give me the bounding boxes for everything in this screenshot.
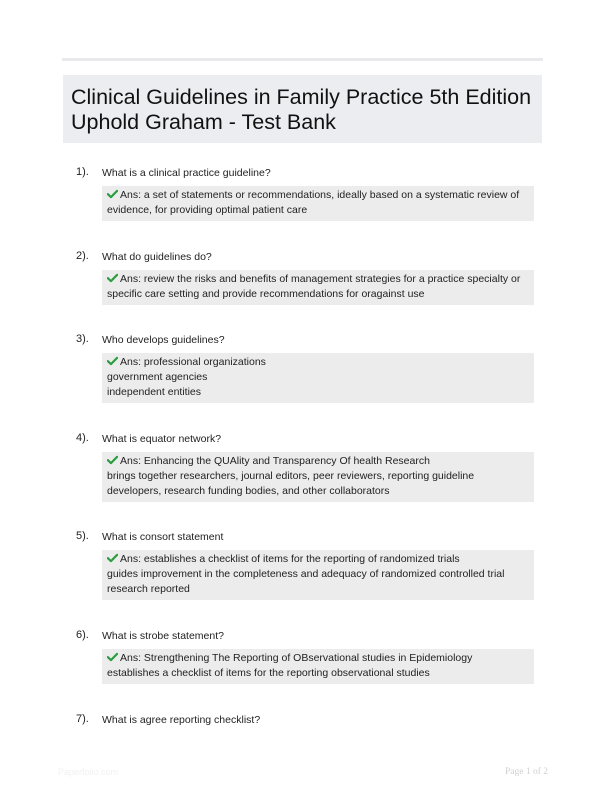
answer-text: establishes a checklist of items for the reporting observational studies [107,667,430,679]
answer-text: Ans: establishes a checklist of items for the reporting of randomized trials [120,553,460,565]
checkmark-icon [107,189,118,199]
question-text: What do guidelines do? [102,251,212,263]
question-text: What is consort statement [102,531,224,543]
question-number: 3). [76,333,89,345]
answer-line [107,355,529,370]
question-number: 1). [76,166,89,178]
answer-line [107,567,529,582]
answer-box [102,550,534,600]
answer-text: Ans: review the risks and benefits of management strategies for a practice specialty or [120,273,521,285]
answer-line [107,469,529,484]
question-text: What is agree reporting checklist? [102,714,261,726]
answer-line [107,582,529,597]
answer-text: Ans: Enhancing the QUAlity and Transparency Of health Research [120,455,430,467]
answer-text: evidence, for providing optimal patient care [107,204,308,216]
answer-box [102,186,534,221]
question-text: What is strobe statement? [102,630,224,642]
answer-text: independent entities [107,386,201,398]
answer-text: government agencies [107,371,208,383]
answer-text: guides improvement in the completeness and adequacy of randomized controlled trial [107,568,505,580]
top-divider [62,58,543,61]
answer-line [107,484,529,499]
question-text: What is equator network? [102,433,222,445]
page-number: Page 1 of 2 [504,767,548,777]
answer-text: developers, research funding bodies, and other collaborators [107,485,390,497]
answer-line [107,203,529,218]
footer-watermark: Paperfolio.com [58,767,119,777]
checkmark-icon [107,455,118,465]
answer-line [107,287,529,302]
question-text: What is a clinical practice guideline? [102,167,271,179]
answer-text: Ans: professional organizations [120,356,266,368]
page-title [71,85,534,135]
answer-line [107,454,529,469]
answer-line [107,651,529,666]
answer-line [107,666,529,681]
answer-line [107,385,529,400]
checkmark-icon [107,652,118,662]
question-number: 6). [76,629,89,641]
answer-line [107,272,529,287]
question-number: 2). [76,250,89,262]
answer-box [102,270,534,305]
answer-box [102,452,534,502]
checkmark-icon [107,273,118,283]
question-text: Who develops guidelines? [102,334,225,346]
checkmark-icon [107,553,118,563]
answer-line [107,370,529,385]
title-banner [63,75,542,143]
answer-line [107,552,529,567]
answer-text: specific care setting and provide recommendations for oragainst use [107,288,425,300]
answer-text: research reported [107,583,190,595]
answer-box [102,353,534,403]
answer-line [107,188,529,203]
question-number: 5). [76,530,89,542]
title-line-1: Clinical Guidelines in Family Practice 5th Edition [71,85,532,109]
answer-text: brings together researchers, journal editors, peer reviewers, reporting guideline [107,470,475,482]
title-line-2: Uphold Graham - Test Bank [71,110,336,134]
answer-text: Ans: Strengthening The Reporting of OBservational studies in Epidemiology [120,652,473,664]
answer-text: Ans: a set of statements or recommendations, ideally based on a systematic review of [120,189,520,201]
question-number: 7). [76,713,89,725]
question-number: 4). [76,432,89,444]
answer-box [102,649,534,684]
checkmark-icon [107,356,118,366]
